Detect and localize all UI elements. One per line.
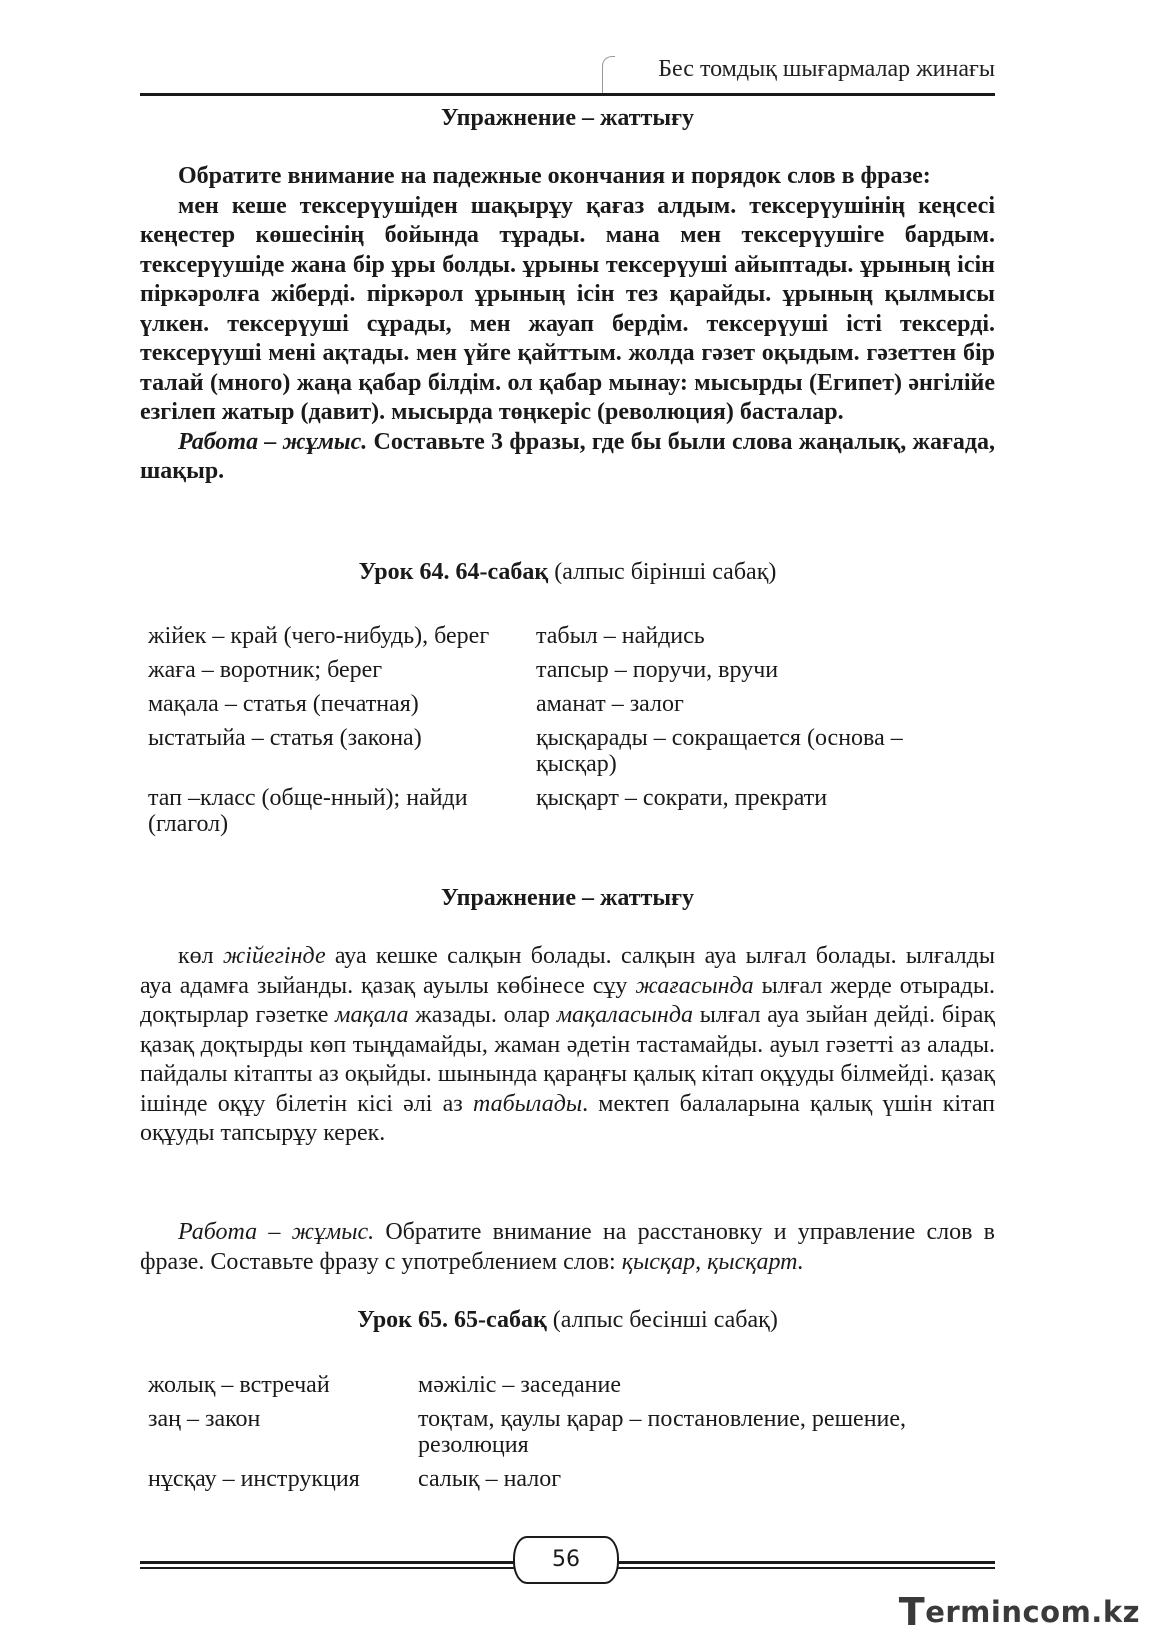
vocab-row (148, 1406, 973, 1466)
vocab-row (148, 623, 936, 657)
vocab-term: тап –класс (обще-нный); найди (глагол) (148, 785, 468, 837)
vocab-term: мақала – статья (печатная) (148, 691, 419, 717)
text-run: ылғал ауа зыйан дейді. бірақ қазақ доқтырды көп тыңдамайды, жаман әдетін тастамайды. ауыл гәзетті аз алады. пайдалы кітапты аз оқыйды. шынында қараңғы қалық кітап оқұуды білмейді. қазақ ішінде оқұу білетін кісі әлі аз (140, 1002, 996, 1117)
highlighted-word: мақаласында (556, 1002, 693, 1028)
vocab-term: нұсқау – инструкция (148, 1466, 360, 1492)
exercise-heading-1: Упражнение – жаттығу (440, 105, 694, 131)
vocab-row (148, 1372, 973, 1406)
text-run: жазады. олар (408, 1002, 557, 1028)
vocab-term: заң – закон (148, 1406, 261, 1432)
exercise-2-body (140, 942, 995, 1149)
vocab-term: аманат – залог (536, 691, 684, 717)
lesson-64-title-bold: Урок 64. 64-сабақ (358, 559, 549, 585)
vocab-term: табыл – найдись (536, 623, 705, 649)
vocab-term: қысқарт – сократи, прекрати (536, 785, 828, 811)
exercise-heading-2: Упражнение – жаттығу (440, 885, 694, 911)
header-tab-decoration (602, 56, 615, 95)
text-run: көл (178, 943, 223, 969)
vocab-row (148, 657, 936, 691)
vocab-term: жійек – край (чего-нибудь), берег (148, 623, 490, 649)
lesson-64-title (140, 558, 995, 588)
lesson-65-title (140, 1306, 995, 1336)
lesson-65-title-rest: (алпыс бесінші сабақ) (546, 1307, 778, 1333)
exercise-1-work (140, 428, 995, 487)
vocab-term: салық – налог (418, 1466, 562, 1492)
vocab-table-64 (148, 623, 936, 845)
watermark-logo (899, 1590, 1140, 1634)
work-text: Обратите внимание на расстановку и управление слов в фразе. Составьте фразу с употреблением слов: (140, 1219, 995, 1275)
text-run: ауа кешке салқын болады. салқын ауа ылғал болады. ылғалды ауа адамға зыйанды. қазақ ауылы көбінесе сұу (140, 943, 995, 999)
vocab-term: жаға – воротник; берег (148, 657, 383, 683)
lesson-65-title-bold: Урок 65. 65-сабақ (357, 1307, 547, 1333)
exercise-2-work (140, 1218, 995, 1277)
highlighted-word: табылады (472, 1090, 583, 1117)
exercise-2-text (140, 942, 995, 1149)
exercise-1-text: мен кеше тексерүушіден шақырұу қағаз алдым. тексерүушінің кеңсесі кеңестер көшесінің бойында тұрады. мана мен тексерүушіге бардым. тексерүушіде жана бір ұры болды. ұрыны тексерүуші айыптады. ұрының ісін піркәролға жіберді. піркәрол ұрының ісін тез қарайды. ұрының қылмысы үлкен. тексерүуші сұрады, мен жауап бердім. тексерүуші істі тексерді. тексерүуші мені ақтады. мен үйге қайттым. жолда гәзет оқыдым. гәзеттен бір талай (много) жаңа қабар білдім. ол қабар мынау: мысырды (Египет) әнгілійе езгілеп жатыр (давит). мысырда төңкеріс (революция) басталар. (140, 192, 995, 425)
vocab-term: тоқтам, қаулы қарар – постановление, решение, резолюция (418, 1406, 907, 1458)
work-label: Работа – жұмыс. (178, 1219, 375, 1245)
vocab-term: ыстатыйа – статья (закона) (148, 725, 422, 751)
lesson-64-title-rest: (алпыс бірінші сабақ) (548, 559, 777, 585)
vocab-row (148, 725, 936, 785)
exercise-1-instruction: Обратите внимание на падежные окончания и порядок слов в фразе: (178, 163, 931, 189)
highlighted-word: жағасында (635, 972, 754, 999)
vocab-row (148, 1466, 973, 1500)
header-rule (140, 93, 995, 96)
page-number: 56 (513, 1536, 619, 1584)
text-run: . мектеп балаларына қалық үшін кітап оқұуды тапсырұу керек. (140, 1090, 995, 1146)
vocab-term: мәжіліс – заседание (418, 1372, 622, 1398)
vocab-table-65 (148, 1372, 973, 1500)
vocab-row (148, 785, 936, 845)
running-header: Бес томдық шығармалар жинағы (658, 56, 995, 82)
text-run: ылғал жерде отырады. доқтырлар гәзетке (140, 972, 995, 1028)
vocab-row (148, 691, 936, 725)
watermark-initial: T (898, 1590, 926, 1634)
watermark-text: ermincom.kz (925, 1595, 1140, 1629)
vocab-term: тапсыр – поручи, вручи (536, 657, 779, 683)
work-words: қысқар, қысқарт. (621, 1248, 804, 1275)
work-text: Составьте 3 фразы, где бы были слова жаңалық, жағада, шақыр. (140, 428, 995, 484)
vocab-term: жолық – встречай (148, 1372, 330, 1398)
page-footer (140, 1547, 995, 1582)
highlighted-word: мақала (335, 1002, 409, 1028)
vocab-term: қысқарады – сокращается (основа – қысқар) (536, 725, 903, 777)
highlighted-word: жійегінде (222, 943, 326, 969)
work-label: Работа – жұмыс. (178, 428, 368, 455)
exercise-1-body (140, 162, 995, 487)
